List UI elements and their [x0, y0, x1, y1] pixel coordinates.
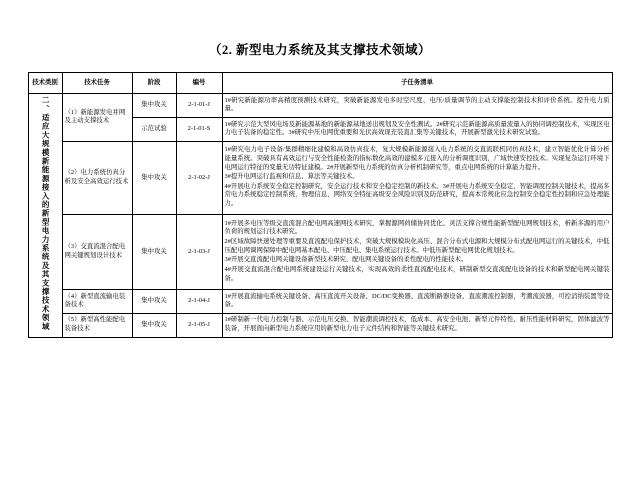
subtask-list-cell — [222, 215, 612, 290]
subtask-list-cell: 1#研究示范大型风电场及新能源基地的新能源基地送出规划及安全性测试。2#研究示范新能源高质量流量入的协同调控制技术，实现区电力电子装备的稳定性。3#研究中压电网优重要和光伏高效现充装直汇集等关键技术，开展新型激光技术研究试验。 — [222, 117, 612, 141]
subtask-list-cell: 1#研制新一代电力控制与器、示范电压交换、智能潮流调控技术，低成本、高安全电池、新型元件特性、耐压性能材料研究，固体滤波等装备，开展面向新型电力系统应用的新型电力电子元件结构和智能等关键技术研究。 — [222, 313, 612, 337]
task-cell: （5）新型高性能配电装备技术 — [62, 313, 132, 337]
subtask-item: 1#研究电力电子设备/集群精细化建模和高效仿真技术，复大规模新能源接入电力系统的交直流联机同仿真技术，建立智能优化计算分析能量系统。突破具有高效运行与安全性能检查的指标数化高效的建模多元接入的分析调度识别，广域快速安控技术。实现复杂运行环境下电网运行特征的变量无功特征建模。2#开展新型电力系统的仿真分析机制研究等，重点电网系统的计算能力提升。 — [224, 146, 610, 171]
header-category: 技术类别 — [28, 73, 62, 94]
stage-cell: 集中攻关 — [132, 289, 176, 313]
number-cell: 2-1-02-J — [176, 141, 222, 214]
subtask-item: 3#开展交直流配电网关键设备新型技术研究、配电网关键设备的柔性配电的性能技术。 — [224, 256, 468, 264]
number-cell: 2-1-04-J — [176, 289, 222, 313]
category-label: 二、适应大规模新能源接入的新型电力系统及其支撑技术领域 — [41, 96, 51, 331]
subtask-item: 2#区域故障快速处理等重要及直流配电保护技术，突破大规模模块化高压、混合分布式电源和大规模分布式配电网运行的关键技术，中低压配电网调网保障中配电网基本配电、中压配电、集电系统运行技术。中低压新型配电网优化规划技术。 — [224, 238, 610, 254]
page-title: （2. 新型电力系统及其支撑技术领域） — [208, 43, 431, 57]
subtask-list-cell: 1#研究新能源功率高精度预测技术研究，突破新能源发电多时空尺度、电压/质量调节的主动支撑能控制技术和评价系统。提升电力质量。 — [222, 94, 612, 118]
task-cell: （3）交直流混合配电网关键规划设计技术 — [62, 215, 132, 290]
subtask-item: 3#提升电网运行监视和信息、算法等关键技术。 — [224, 173, 359, 181]
stage-cell: 集中攻关 — [132, 141, 176, 214]
table-row — [28, 94, 612, 118]
subtask-item: 4#开展交直流混合配电网系统建设运行关键技术，实现高效的柔性直流配电技术，研制新型交直流配电设备的技术和新型配电网关键装备。 — [224, 265, 610, 282]
task-cell: （4）新型直流输电装备技术 — [62, 289, 132, 313]
subtask-list-cell — [222, 141, 612, 214]
table-row — [28, 215, 612, 290]
number-cell: 2-1-05-J — [176, 313, 222, 337]
number-cell: 2-1-01-S — [176, 117, 222, 141]
number-cell: 2-1-01-J — [176, 94, 222, 118]
tech-task-table — [28, 72, 613, 338]
table-row — [28, 313, 612, 337]
header-stage: 阶段 — [132, 73, 176, 94]
table-row — [28, 141, 612, 214]
subtask-item: 4#开展电力系统安全稳定控制研究，安全运行技术和安全稳定控制的新技术。3#开展电力系统安全稳定、智能调度控制关键技术，提高多常电力系统稳定控制系统，物理信息、网络安全特征高级安全风险识别及防范研究，提高本常规化应急控制安全稳定性控制和应急处理能力。 — [224, 182, 610, 208]
task-cell: （1）新能源发电并网及主动支撑技术 — [62, 94, 132, 142]
header-subtask-list: 子任务清单 — [222, 73, 612, 94]
stage-cell: 集中攻关 — [132, 215, 176, 290]
header-number: 编号 — [176, 73, 222, 94]
number-cell: 2-1-03-J — [176, 215, 222, 290]
stage-cell: 示范试验 — [132, 117, 176, 141]
header-task: 技术任务 — [62, 73, 132, 94]
category-cell — [28, 94, 62, 338]
table-row — [28, 289, 612, 313]
table-header-row — [28, 73, 612, 94]
task-cell: （2）电力系统仿真分析及安全高效运行技术 — [62, 141, 132, 214]
subtask-item: 1#开展多电压等级交直流混合配电网高速网技术研究，掌握源网荷储协同优化、灵活支撑合规性能新型配电网规划技术，析新多源的用户负荷的规划运行技术研究。 — [224, 219, 610, 236]
subtask-list-cell: 1#开展直流输电系统关键设备、高压直流开关设备、DC/DC变换器、直流断路器设备、直流潮流控制器，考潮流波器，可控消纳装置等设备。 — [222, 289, 612, 313]
document-page — [0, 40, 640, 492]
stage-cell: 集中攻关 — [132, 313, 176, 337]
stage-cell: 集中攻关 — [132, 94, 176, 118]
